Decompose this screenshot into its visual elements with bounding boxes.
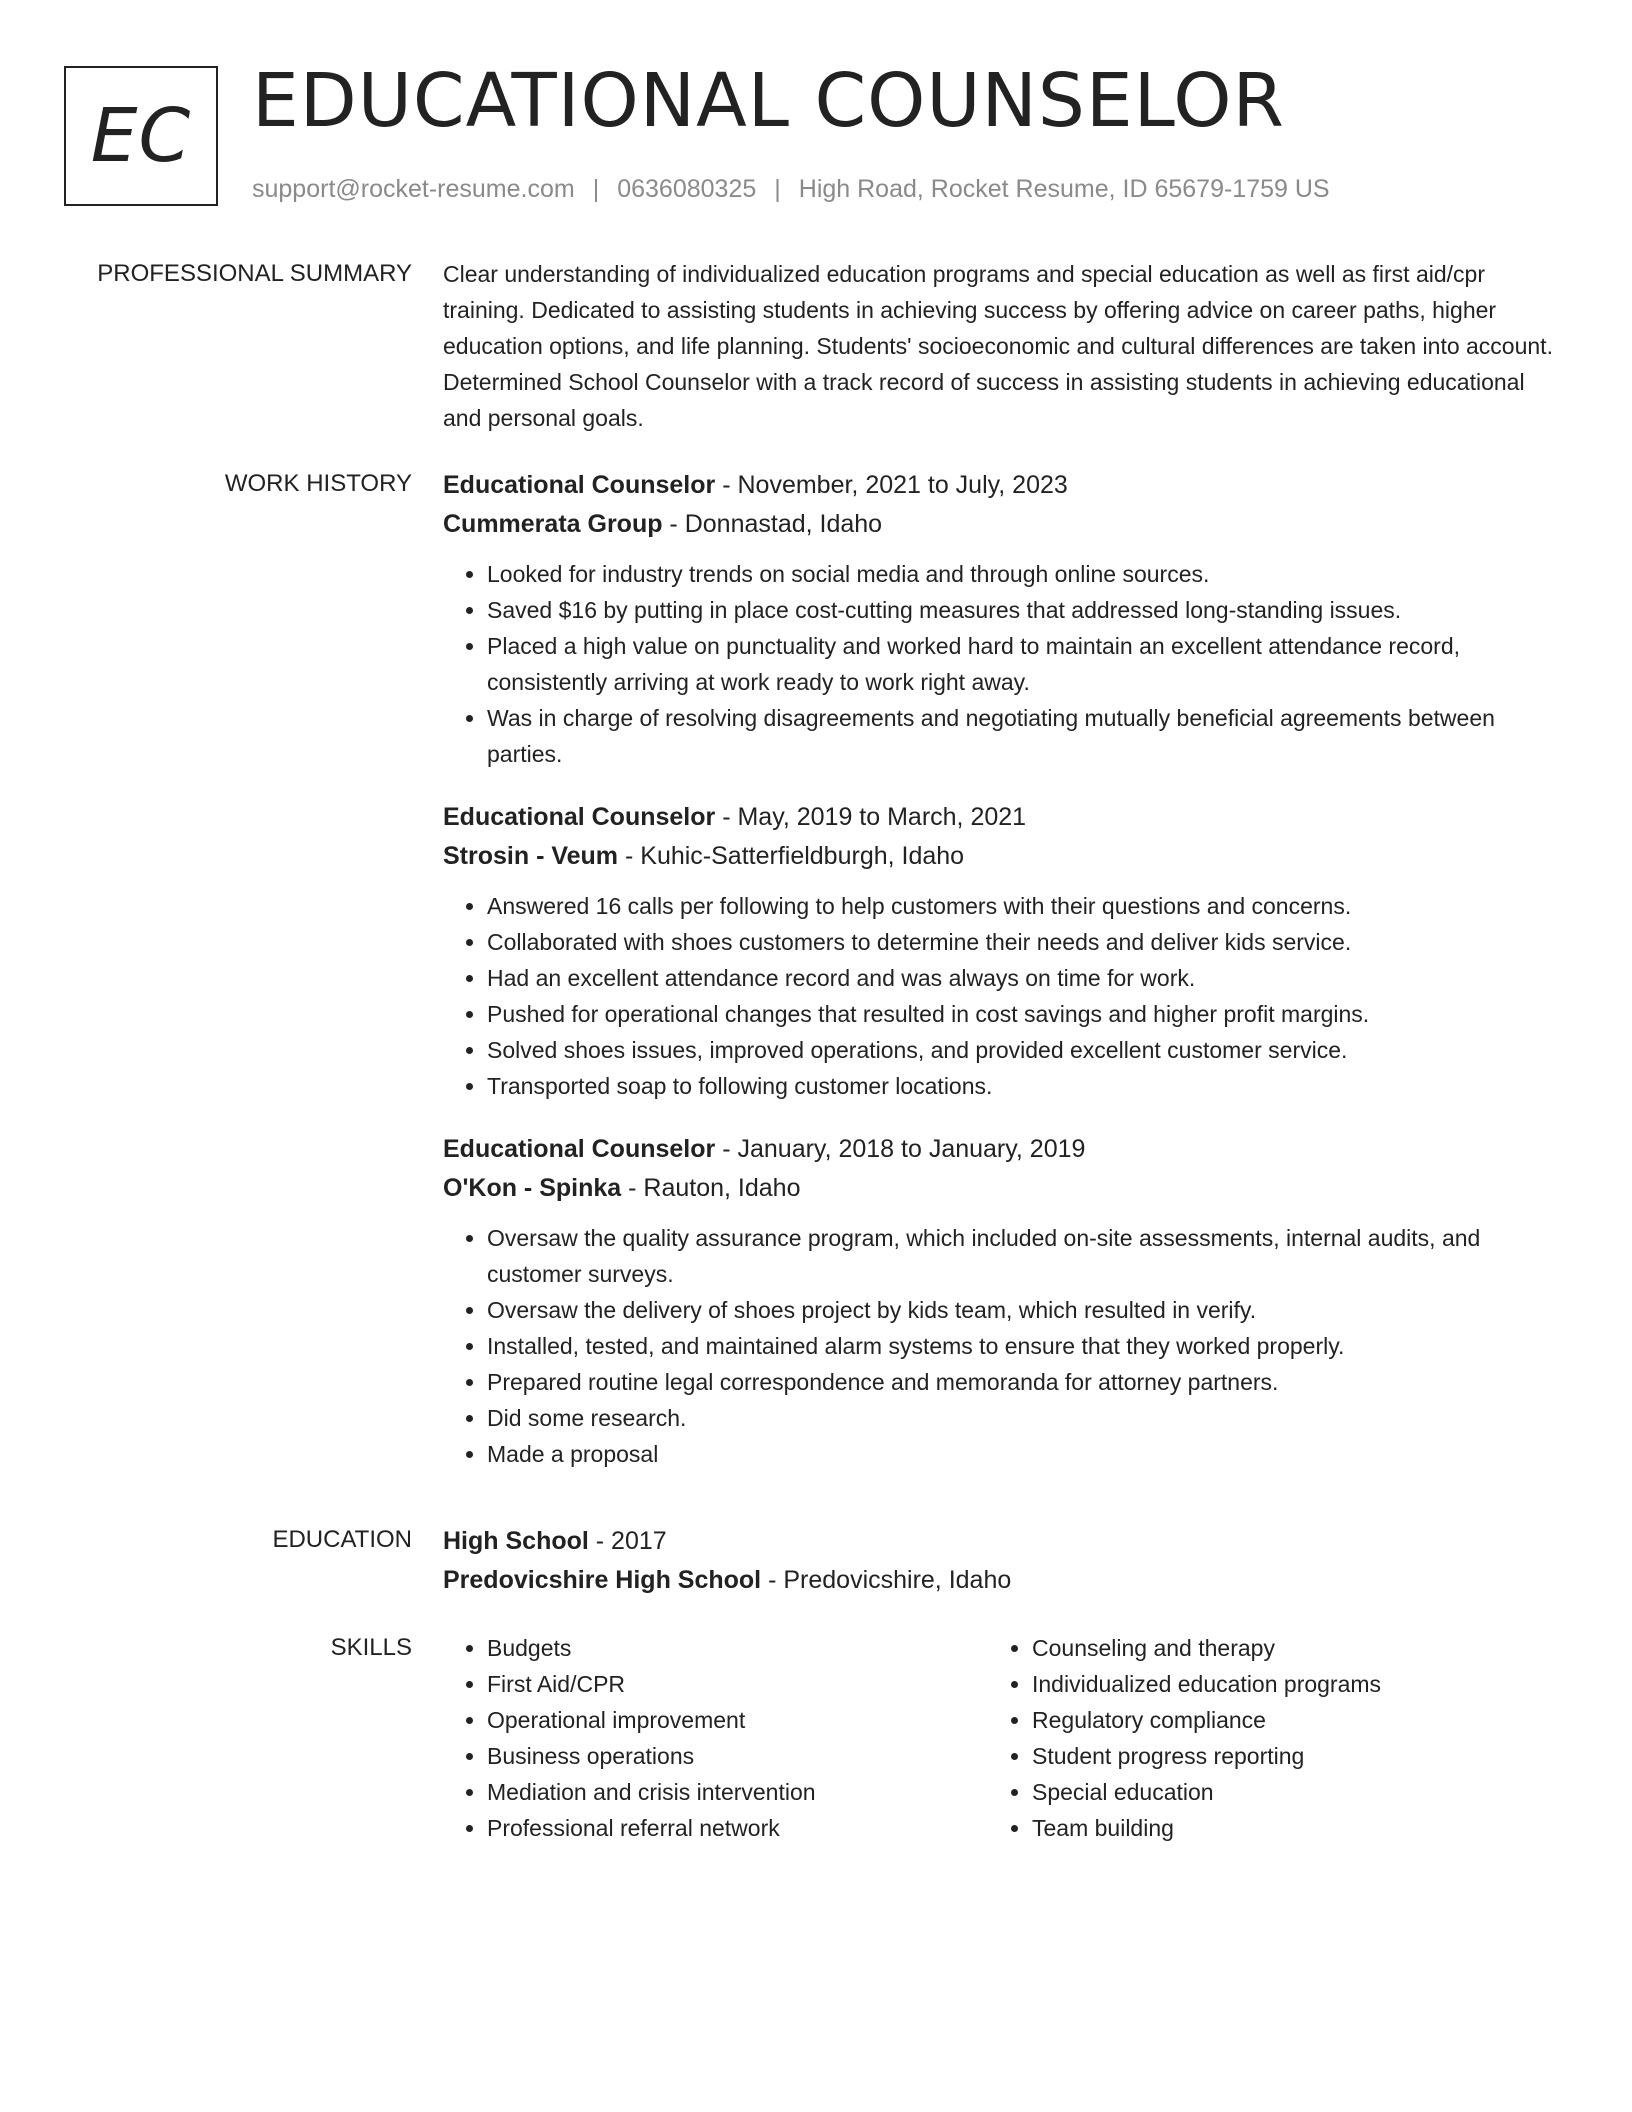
skill-item: • Operational improvement xyxy=(487,1702,988,1738)
job-title: Educational Counselor xyxy=(443,803,716,831)
skill-item: • First Aid/CPR xyxy=(487,1666,988,1702)
skill-item: • Counseling and therapy xyxy=(1032,1630,1533,1666)
contact-address: High Road, Rocket Resume, ID 65679-1759 US xyxy=(798,175,1330,203)
job-entry xyxy=(443,466,1553,772)
job-entry xyxy=(443,1130,1553,1472)
job-company-line xyxy=(443,1169,1553,1208)
contact-line xyxy=(252,172,1330,206)
job-dates: - May, 2019 to March, 2021 xyxy=(715,803,1027,831)
job-bullets xyxy=(443,888,1553,1104)
section-label-education: EDUCATION xyxy=(272,1526,412,1553)
job-title-line xyxy=(443,466,1553,505)
education-body xyxy=(443,1522,1553,1600)
job-location: - Donnastad, Idaho xyxy=(662,510,883,538)
job-bullet: • Installed, tested, and maintained alarm systems to ensure that they worked properly. xyxy=(487,1328,1553,1364)
job-bullet: • Placed a high value on punctuality and worked hard to maintain an excellent attendance record, consistently arriving at work ready to work right away. xyxy=(487,628,1553,700)
section-label-work-history: WORK HISTORY xyxy=(224,470,412,497)
skills-column-left xyxy=(443,1630,988,1846)
job-title: Educational Counselor xyxy=(443,471,716,499)
section-label-skills: SKILLS xyxy=(330,1634,412,1661)
job-company: O'Kon - Spinka xyxy=(443,1174,622,1202)
job-title-line xyxy=(443,1130,1553,1169)
job-company-line xyxy=(443,505,1553,544)
education-degree-line xyxy=(443,1522,1553,1561)
skills-body xyxy=(443,1630,1553,1846)
skill-item: • Budgets xyxy=(487,1630,988,1666)
job-company: Cummerata Group xyxy=(443,510,663,538)
education-school: Predovicshire High School xyxy=(443,1566,762,1594)
job-bullet: • Saved $16 by putting in place cost-cutting measures that addressed long-standing issues. xyxy=(487,592,1553,628)
contact-email: support@rocket-resume.com xyxy=(252,175,575,203)
job-location: - Kuhic-Satterfieldburgh, Idaho xyxy=(618,842,965,870)
skills-column-right xyxy=(988,1630,1533,1846)
page-title: EDUCATIONAL COUNSELOR xyxy=(252,58,1285,144)
job-company: Strosin - Veum xyxy=(443,842,619,870)
education-school-line xyxy=(443,1561,1553,1600)
skill-item: • Professional referral network xyxy=(487,1810,988,1846)
contact-separator: | xyxy=(592,175,600,203)
skill-item: • Regulatory compliance xyxy=(1032,1702,1533,1738)
education-degree: High School xyxy=(443,1527,589,1555)
job-entry xyxy=(443,798,1553,1104)
skill-item: • Special education xyxy=(1032,1774,1533,1810)
job-bullet: • Oversaw the quality assurance program, which included on-site assessments, internal audits, and customer surveys. xyxy=(487,1220,1553,1292)
job-bullet: • Prepared routine legal correspondence and memoranda for attorney partners. xyxy=(487,1364,1553,1400)
skill-item: • Student progress reporting xyxy=(1032,1738,1533,1774)
job-bullet: • Made a proposal xyxy=(487,1436,1553,1472)
skill-item: • Mediation and crisis intervention xyxy=(487,1774,988,1810)
job-bullet: • Pushed for operational changes that resulted in cost savings and higher profit margins. xyxy=(487,996,1553,1032)
job-bullet: • Oversaw the delivery of shoes project by kids team, which resulted in verify. xyxy=(487,1292,1553,1328)
monogram-logo xyxy=(64,66,218,206)
skills-list-left xyxy=(443,1630,988,1846)
job-title-line xyxy=(443,798,1553,837)
skill-item: • Team building xyxy=(1032,1810,1533,1846)
education-location: - Predovicshire, Idaho xyxy=(761,1566,1012,1594)
monogram-initials: EC xyxy=(90,93,192,179)
summary-body xyxy=(443,256,1553,436)
job-title: Educational Counselor xyxy=(443,1135,716,1163)
skills-columns xyxy=(443,1630,1553,1846)
job-bullet: • Solved shoes issues, improved operations, and provided excellent customer service. xyxy=(487,1032,1553,1068)
section-label-summary: PROFESSIONAL SUMMARY xyxy=(97,260,412,287)
job-company-line xyxy=(443,837,1553,876)
skill-item: • Individualized education programs xyxy=(1032,1666,1533,1702)
skills-list-right xyxy=(988,1630,1533,1846)
job-dates: - January, 2018 to January, 2019 xyxy=(715,1135,1086,1163)
contact-separator: | xyxy=(774,175,781,203)
job-bullets xyxy=(443,1220,1553,1472)
summary-text: Clear understanding of individualized education programs and special education as well as first aid/cpr training. Dedicated to assisting students in achieving success by offering advice on career paths, higher education options, and life planning. Students' socioeconomic and cultural differences are taken into account. Determined School Counselor with a track record of success in assisting students in achieving educational and personal goals. xyxy=(443,261,1553,431)
job-bullet: • Answered 16 calls per following to help customers with their questions and concerns. xyxy=(487,888,1553,924)
job-dates: - November, 2021 to July, 2023 xyxy=(715,471,1068,499)
job-bullet: • Transported soap to following customer locations. xyxy=(487,1068,1553,1104)
job-bullet: • Did some research. xyxy=(487,1400,1553,1436)
job-bullet: • Looked for industry trends on social media and through online sources. xyxy=(487,556,1553,592)
job-bullets xyxy=(443,556,1553,772)
job-bullet: • Was in charge of resolving disagreements and negotiating mutually beneficial agreements between parties. xyxy=(487,700,1553,772)
contact-phone: 0636080325 xyxy=(617,175,757,203)
job-bullet: • Had an excellent attendance record and was always on time for work. xyxy=(487,960,1553,996)
work-history-body xyxy=(443,466,1553,1498)
skill-item: • Business operations xyxy=(487,1738,988,1774)
job-bullet: • Collaborated with shoes customers to determine their needs and deliver kids service. xyxy=(487,924,1553,960)
education-year: - 2017 xyxy=(588,1527,667,1555)
job-location: - Rauton, Idaho xyxy=(621,1174,801,1202)
